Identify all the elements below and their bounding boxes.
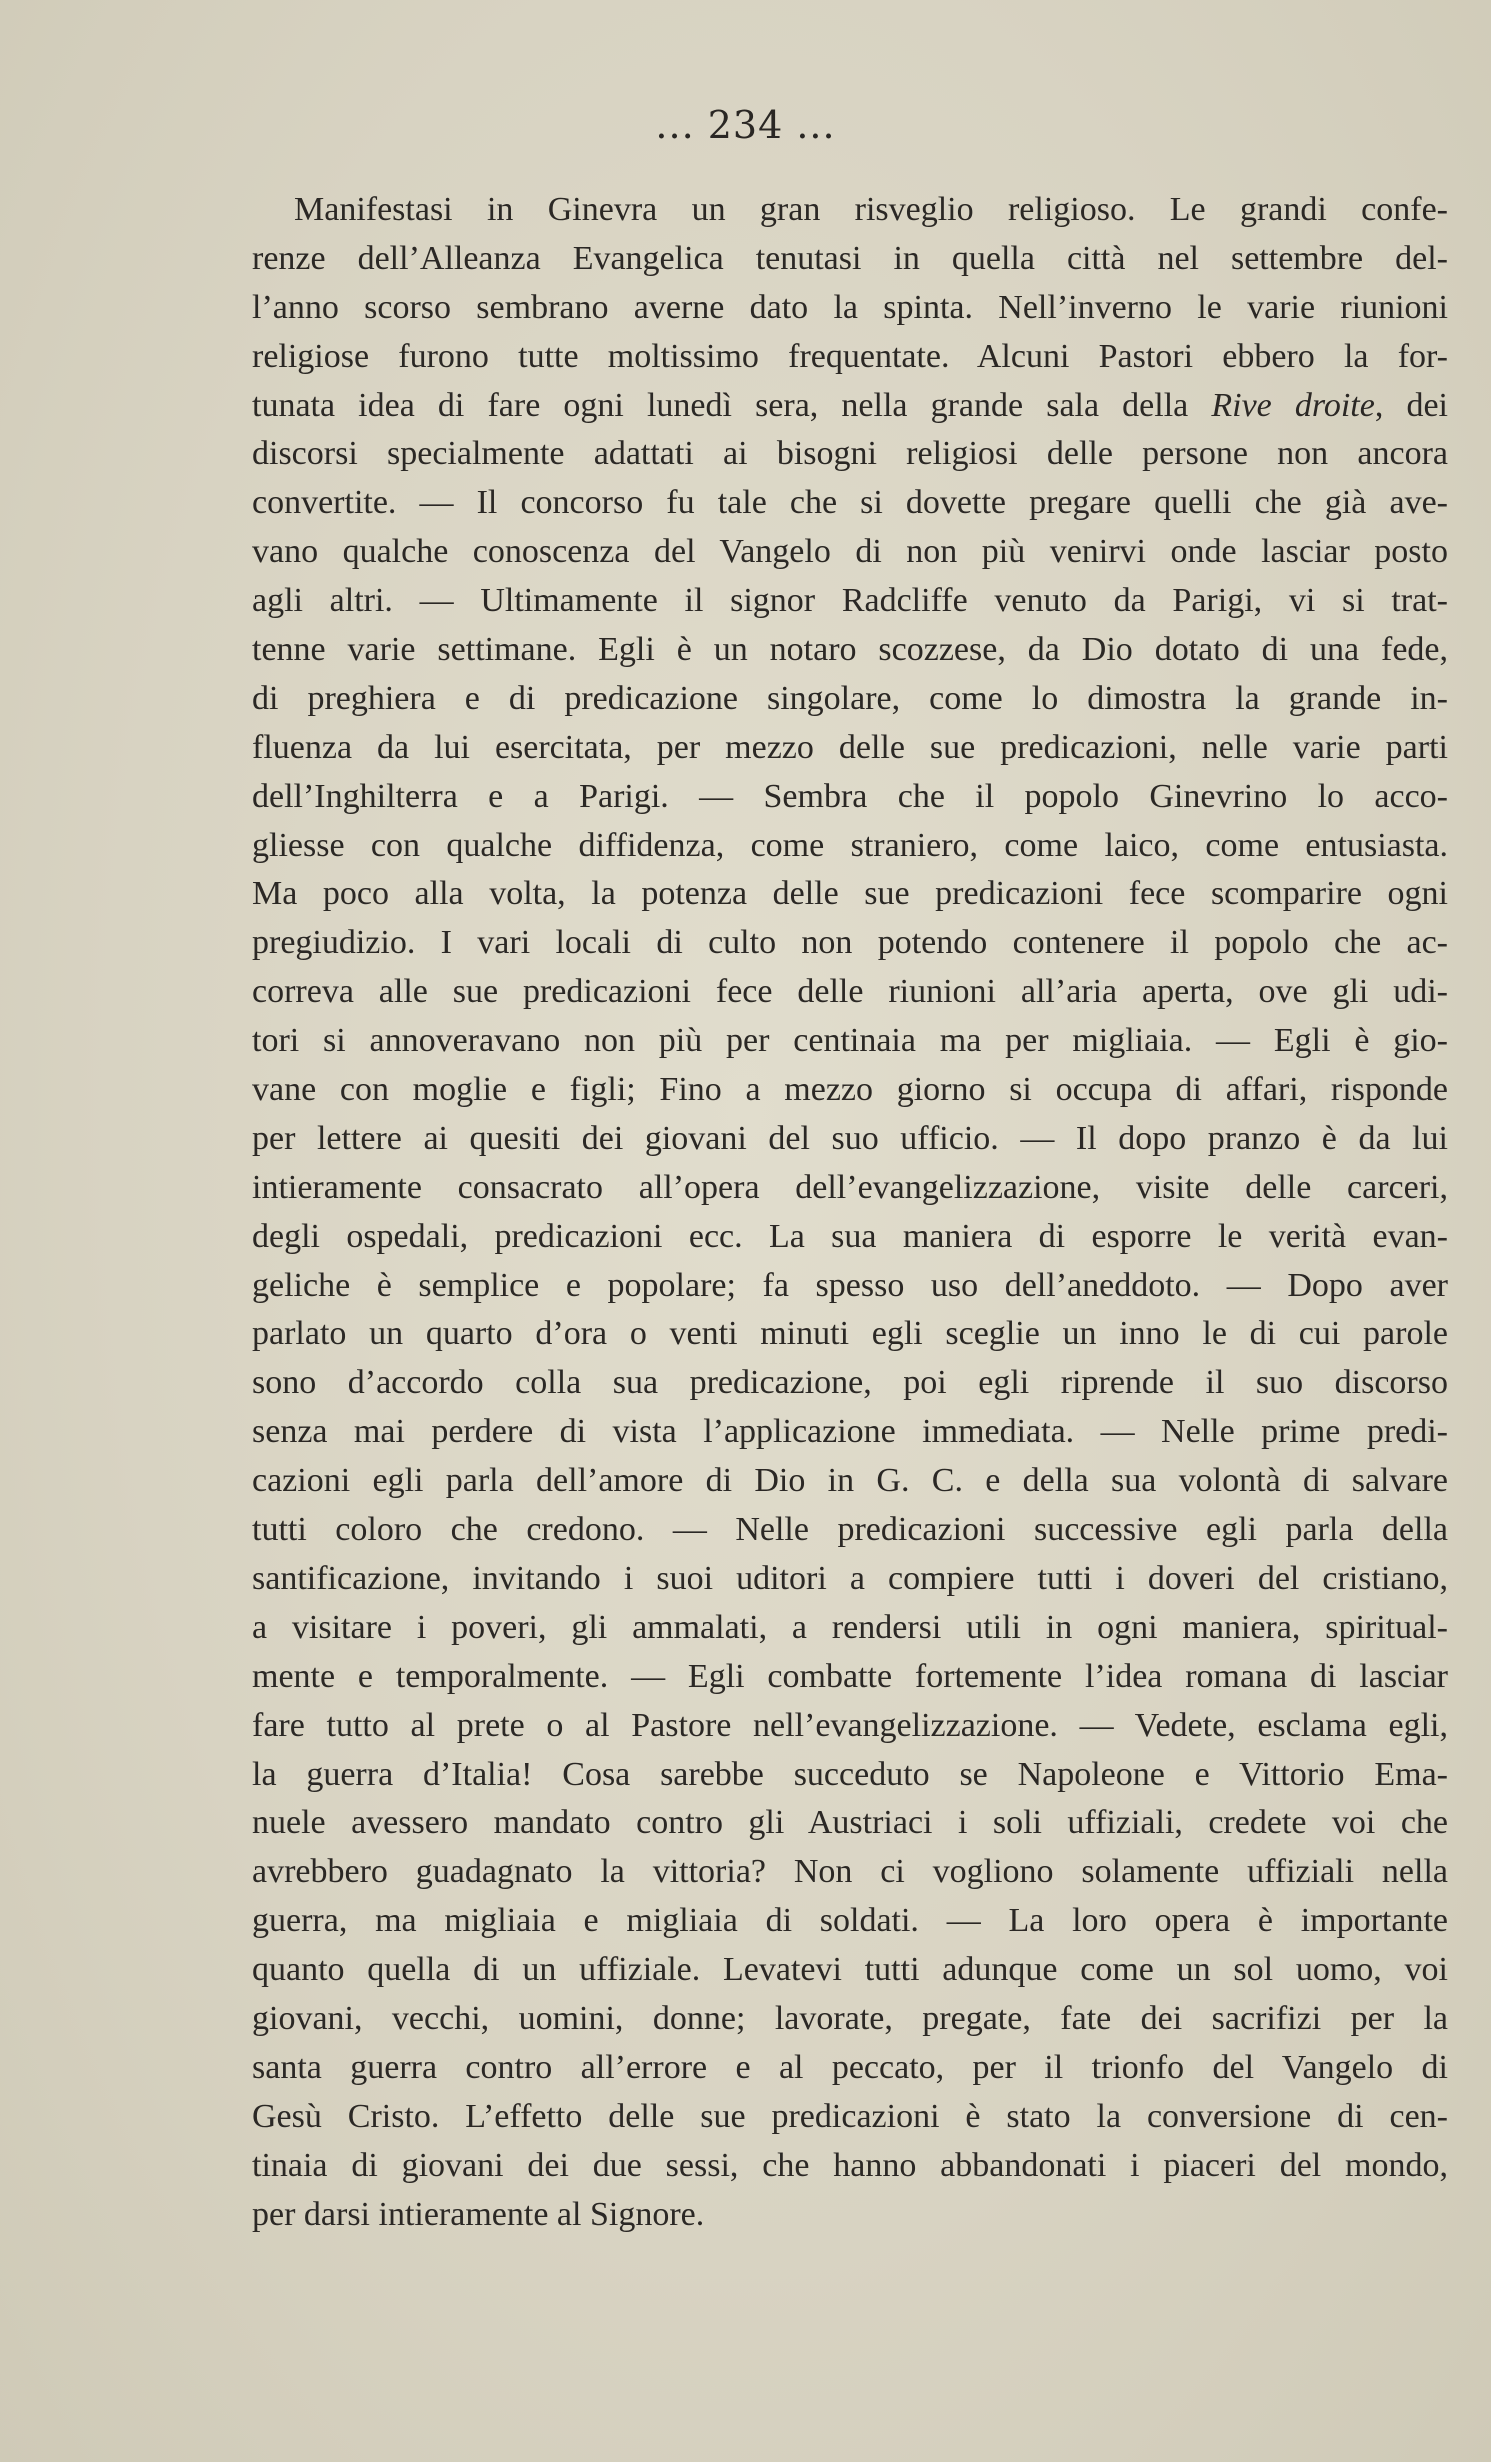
text-line [252, 1604, 1448, 1653]
text-line [252, 1799, 1448, 1848]
text-line [252, 1555, 1448, 1604]
text-line [252, 1653, 1448, 1702]
text-line [252, 1115, 1448, 1164]
text-run: correva alle sue predicazioni fece delle riunioni all’aria aperta, ove gli udi- [252, 973, 1448, 1011]
text-line [252, 1946, 1448, 1995]
text-run: pregiudizio. I vari locali di culto non potendo contenere il popolo che ac- [252, 924, 1448, 962]
text-run: santificazione, invitando i suoi uditori a compiere tutti i doveri del cristiano, [252, 1559, 1448, 1597]
text-run: di preghiera e di predicazione singolare, come lo dimostra la grande in- [252, 679, 1448, 717]
text-line [252, 919, 1448, 968]
text-run: tunata idea di fare ogni lunedì sera, nella grande sala della [252, 386, 1212, 424]
text-run: mente e temporalmente. — Egli combatte fortemente l’idea romana di lasciar [252, 1657, 1448, 1695]
text-line [252, 1897, 1448, 1946]
text-line [252, 2191, 1448, 2240]
text-run: per darsi intieramente al Signore. [252, 2195, 705, 2233]
text-run: , dei [1374, 386, 1448, 424]
text-run: santa guerra contro all’errore e al peccato, per il trionfo del Vangelo di [252, 2048, 1448, 2086]
text-run: l’anno scorso sembrano averne dato la spinta. Nell’inverno le varie riunioni [252, 288, 1448, 326]
text-line [252, 1262, 1448, 1311]
text-run: religiose furono tutte moltissimo frequentate. Alcuni Pastori ebbero la for- [252, 337, 1448, 375]
text-line [252, 430, 1448, 479]
text-line [252, 382, 1448, 431]
text-line [252, 1457, 1448, 1506]
text-line [252, 626, 1448, 675]
text-run: parlato un quarto d’ora o venti minuti egli sceglie un inno le di cui parole [252, 1315, 1448, 1353]
text-run: agli altri. — Ultimamente il signor Radcliffe venuto da Parigi, vi si trat- [252, 582, 1448, 620]
text-line [252, 675, 1448, 724]
text-run: avrebbero guadagnato la vittoria? Non ci vogliono solamente uffiziali nella [252, 1853, 1448, 1891]
text-run: per lettere ai quesiti dei giovani del suo ufficio. — Il dopo pranzo è da lui [252, 1119, 1448, 1157]
text-run: convertite. — Il concorso fu tale che si dovette pregare quelli che già ave- [252, 484, 1448, 522]
text-run: tutti coloro che credono. — Nelle predicazioni successive egli parla della [252, 1511, 1448, 1549]
text-run: cazioni egli parla dell’amore di Dio in G. C. e della sua volontà di salvare [252, 1462, 1448, 1500]
text-run: tenne varie settimane. Egli è un notaro scozzese, da Dio dotato di una fede, [252, 631, 1448, 669]
text-run: guerra, ma migliaia e migliaia di soldati. — La loro opera è importante [252, 1902, 1448, 1940]
text-run: senza mai perdere di vista l’applicazione immediata. — Nelle prime predi- [252, 1413, 1448, 1451]
text-run: vane con moglie e figli; Fino a mezzo giorno si occupa di affari, risponde [252, 1071, 1448, 1109]
text-run: dell’Inghilterra e a Parigi. — Sembra che il popolo Ginevrino lo acco- [252, 777, 1448, 815]
text-line [252, 2093, 1448, 2142]
text-line [252, 1506, 1448, 1555]
text-line [252, 1066, 1448, 1115]
text-run: giovani, vecchi, uomini, donne; lavorate, pregate, fate dei sacrifizi per la [252, 1999, 1448, 2037]
text-run: sono d’accordo colla sua predicazione, poi egli riprende il suo discorso [252, 1364, 1448, 1402]
text-line [252, 1408, 1448, 1457]
page-number: ... 234 ... [655, 103, 836, 147]
text-run: renze dell’Alleanza Evangelica tenutasi in quella città nel settembre del- [252, 239, 1448, 277]
text-line [252, 1213, 1448, 1262]
text-line [252, 2044, 1448, 2093]
text-run: fare tutto al prete o al Pastore nell’evangelizzazione. — Vedete, esclama egli, [252, 1706, 1448, 1744]
text-line [252, 1702, 1448, 1751]
text-run: discorsi specialmente adattati ai bisogni religiosi delle persone non ancora [252, 435, 1448, 473]
text-line [252, 186, 1448, 235]
text-line [252, 822, 1448, 871]
text-line [252, 1848, 1448, 1897]
text-run: intieramente consacrato all’opera dell’evangelizzazione, visite delle carceri, [252, 1168, 1448, 1206]
text-line [252, 1751, 1448, 1800]
text-run: tinaia di giovani dei due sessi, che hanno abbandonati i piaceri del mondo, [252, 2146, 1448, 2184]
text-line [252, 773, 1448, 822]
text-run: fluenza da lui esercitata, per mezzo delle sue predicazioni, nelle varie parti [252, 728, 1448, 766]
text-line [252, 479, 1448, 528]
text-run: Gesù Cristo. L’effetto delle sue predicazioni è stato la conversione di cen- [252, 2097, 1448, 2135]
text-run: a visitare i poveri, gli ammalati, a rendersi utili in ogni maniera, spiritual- [252, 1608, 1448, 1646]
text-line [252, 1164, 1448, 1213]
text-line [252, 235, 1448, 284]
text-run: gliesse con qualche diffidenza, come straniero, come laico, come entusiasta. [252, 826, 1448, 864]
text-line [252, 333, 1448, 382]
text-line [252, 1995, 1448, 2044]
text-line [252, 968, 1448, 1017]
italic-text: Rive droite [1211, 386, 1375, 424]
text-line [252, 577, 1448, 626]
text-run: la guerra d’Italia! Cosa sarebbe succeduto se Napoleone e Vittorio Ema- [252, 1755, 1448, 1793]
text-line [252, 1017, 1448, 1066]
text-line [252, 528, 1448, 577]
text-line [252, 724, 1448, 773]
text-line [252, 284, 1448, 333]
text-run: degli ospedali, predicazioni ecc. La sua maniera di esporre le verità evan- [252, 1217, 1448, 1255]
text-line [252, 1310, 1448, 1359]
text-run: nuele avessero mandato contro gli Austriaci i soli uffiziali, credete voi che [252, 1804, 1448, 1842]
text-run: quanto quella di un uffiziale. Levatevi tutti adunque come un sol uomo, voi [252, 1951, 1448, 1989]
text-line [252, 1359, 1448, 1408]
text-line [252, 870, 1448, 919]
body-paragraph [252, 186, 1448, 2239]
text-run: geliche è semplice e popolare; fa spesso uso dell’aneddoto. — Dopo aver [252, 1266, 1448, 1304]
text-line [252, 2142, 1448, 2191]
text-run: vano qualche conoscenza del Vangelo di non più venirvi onde lasciar posto [252, 533, 1448, 571]
text-run: tori si annoveravano non più per centinaia ma per migliaia. — Egli è gio- [252, 1022, 1448, 1060]
text-run: Manifestasi in Ginevra un gran risveglio religioso. Le grandi confe- [294, 191, 1448, 228]
text-run: Ma poco alla volta, la potenza delle sue predicazioni fece scomparire ogni [252, 875, 1448, 913]
